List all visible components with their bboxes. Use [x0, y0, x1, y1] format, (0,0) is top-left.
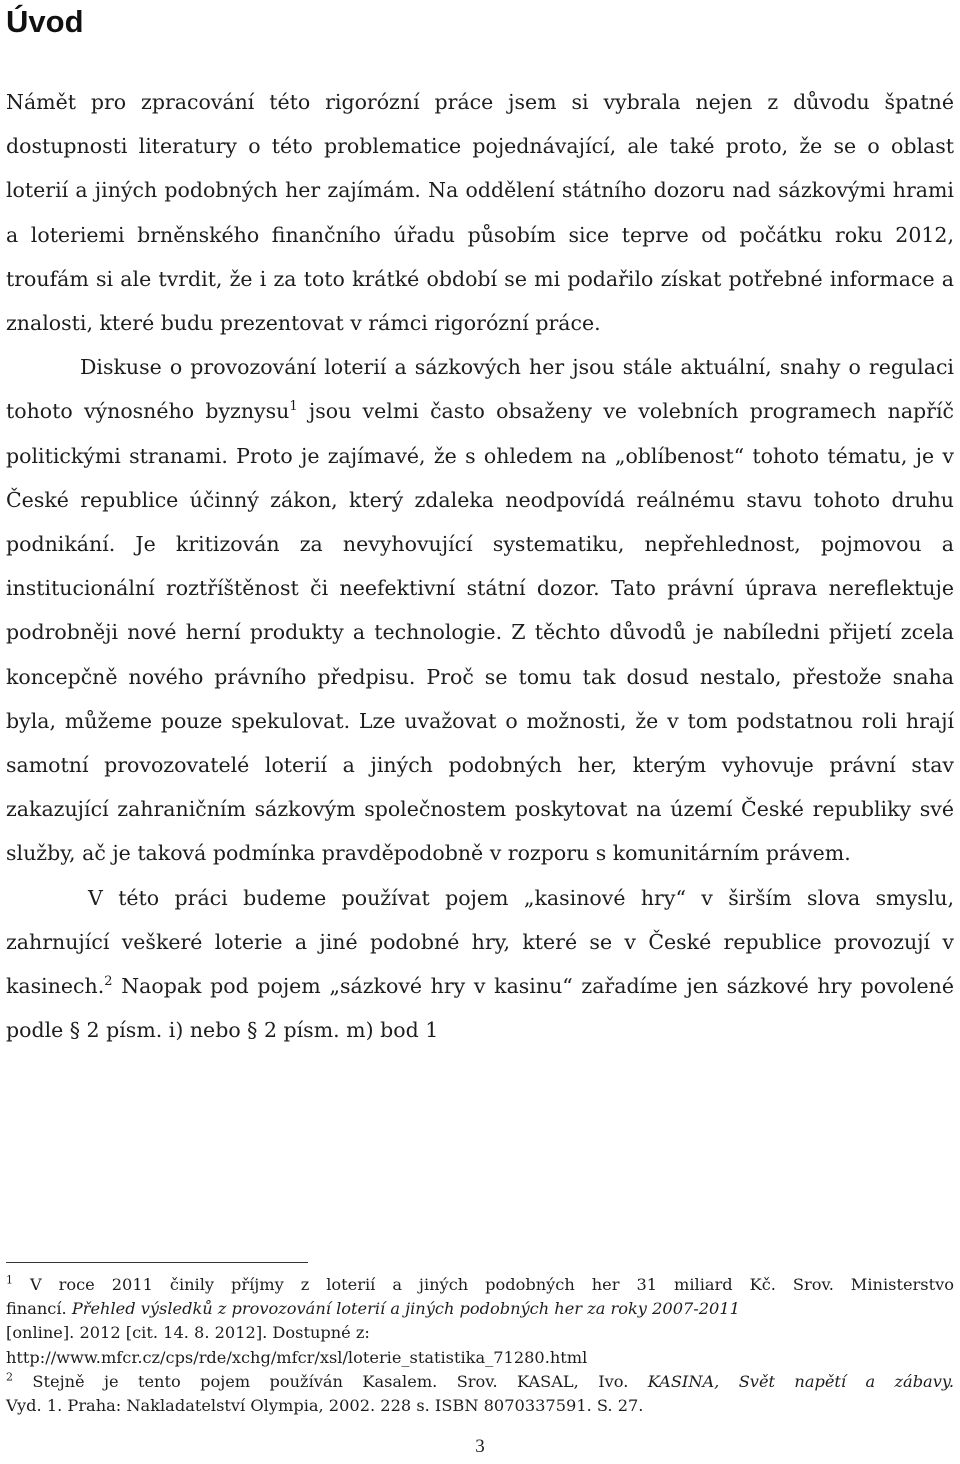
paragraph-2-text-before: Diskuse o provozování loterií a sázkových her jsou stále aktuální, snahy o regulaci tohoto výnosného byznysu [6, 355, 954, 424]
section-heading: Úvod [6, 4, 84, 39]
footnote-separator [6, 1262, 308, 1263]
paragraph-2-text-after: jsou velmi často obsaženy ve volebních programech napříč politickými stranami. Proto je zajímavé, že s ohledem na „oblíbenost“ tohoto tématu, je v České republice účinný zákon, který zdaleka neodpovídá reálnému stavu tohoto druhu podnikání. Je kritizován za nevyhovující systematiku, nepřehlednost, pojmovou a institucionální roztříštěnost či neefektivní státní dozor. Tato právní úprava nereflektuje podrobněji nové herní produkty a technologie. Z těchto důvodů je nabíledni přijetí zcela koncepčně nového právního předpisu. Proč se tomu tak dosud nestalo, přestože snaha byla, můžeme pouze spekulovat. Lze uvažovat o možnosti, že v tom podstatnou roli hrají samotní provozovatelé loterií a jiných podobných her, kterým vyhovuje právní stav zakazující zahraničním sázkovým společnostem poskytovat na území České republiky své služby, ač je taková podmínka pravděpodobně v rozporu s komunitárním právem. [6, 399, 955, 866]
footnote-1-source-title: Přehled výsledků z provozování loterií a jiných podobných her za roky 2007-2011 [71, 1299, 740, 1319]
footnote-2 [6, 1370, 954, 1418]
footnote-ref-1: 1 [289, 399, 298, 415]
paragraph-1: Námět pro zpracování této rigorózní práce jsem si vybrala nejen z důvodu špatné dostupnosti literatury o této problematice pojednávající, ale také proto, že se o oblast loterií a jiných podobných her zajímám. Na oddělení státního dozoru nad sázkovými hrami a loteriemi brněnského finančního úřadu působím sice teprve od počátku roku 2012, troufám si ale tvrdit, že i za toto krátké období se mi podařilo získat potřebné informace a znalosti, které budu prezentovat v rámci rigorózní práce. [6, 90, 954, 336]
paragraph-3 [6, 876, 954, 1053]
footnote-1-line-3: [online]. 2012 [cit. 14. 8. 2012]. Dostupné z: [6, 1323, 370, 1343]
footnote-1-url: http://www.mfcr.cz/cps/rde/xchg/mfcr/xsl/loterie_statistika_71280.html [6, 1347, 588, 1367]
page-number: 3 [475, 1436, 485, 1457]
footnote-1 [6, 1273, 954, 1370]
footnotes [6, 1273, 954, 1418]
footnote-1-number: 1 [6, 1273, 13, 1287]
footnote-2-line-1: $^2$ Stejně je tento pojem používán Kasalem. Srov. KASAL, Ivo. KASINA, Svět napětí a zábavy. [6, 1370, 954, 1391]
footnote-1-line-2: financí. Přehled výsledků z provozování loterií a jiných podobných her za roky 2007-2011 [6, 1299, 740, 1319]
paragraph-2 [6, 345, 954, 875]
document-page [6, 0, 954, 1464]
paragraph-3-text-before: V této práci budeme používat pojem „kasinové hry“ v širším slova smyslu, zahrnující veškeré loterie a jiné podobné hry, které se v České republice provozují v kasinech. [6, 885, 954, 999]
body-text [6, 80, 954, 1052]
footnote-2-source-title: KASINA, Svět napětí a zábavy. [647, 1371, 954, 1391]
footnote-2-line-2: Vyd. 1. Praha: Nakladatelství Olympia, 2002. 228 s. ISBN 8070337591. S. 27. [6, 1396, 644, 1416]
footnote-2-number: 2 [6, 1370, 13, 1384]
paragraph-3-text-after: Naopak pod pojem „sázkové hry v kasinu“ zařadíme jen sázkové hry povolené podle § 2 písm. i) nebo § 2 písm. m) bod 1 [6, 974, 954, 1043]
footnote-1-line-1: $^1$ V roce 2011 činily příjmy z loterií a jiných podobných her 31 miliard Kč. Srov. Ministerstvo [6, 1273, 954, 1294]
footnote-ref-2: 2 [104, 974, 113, 990]
